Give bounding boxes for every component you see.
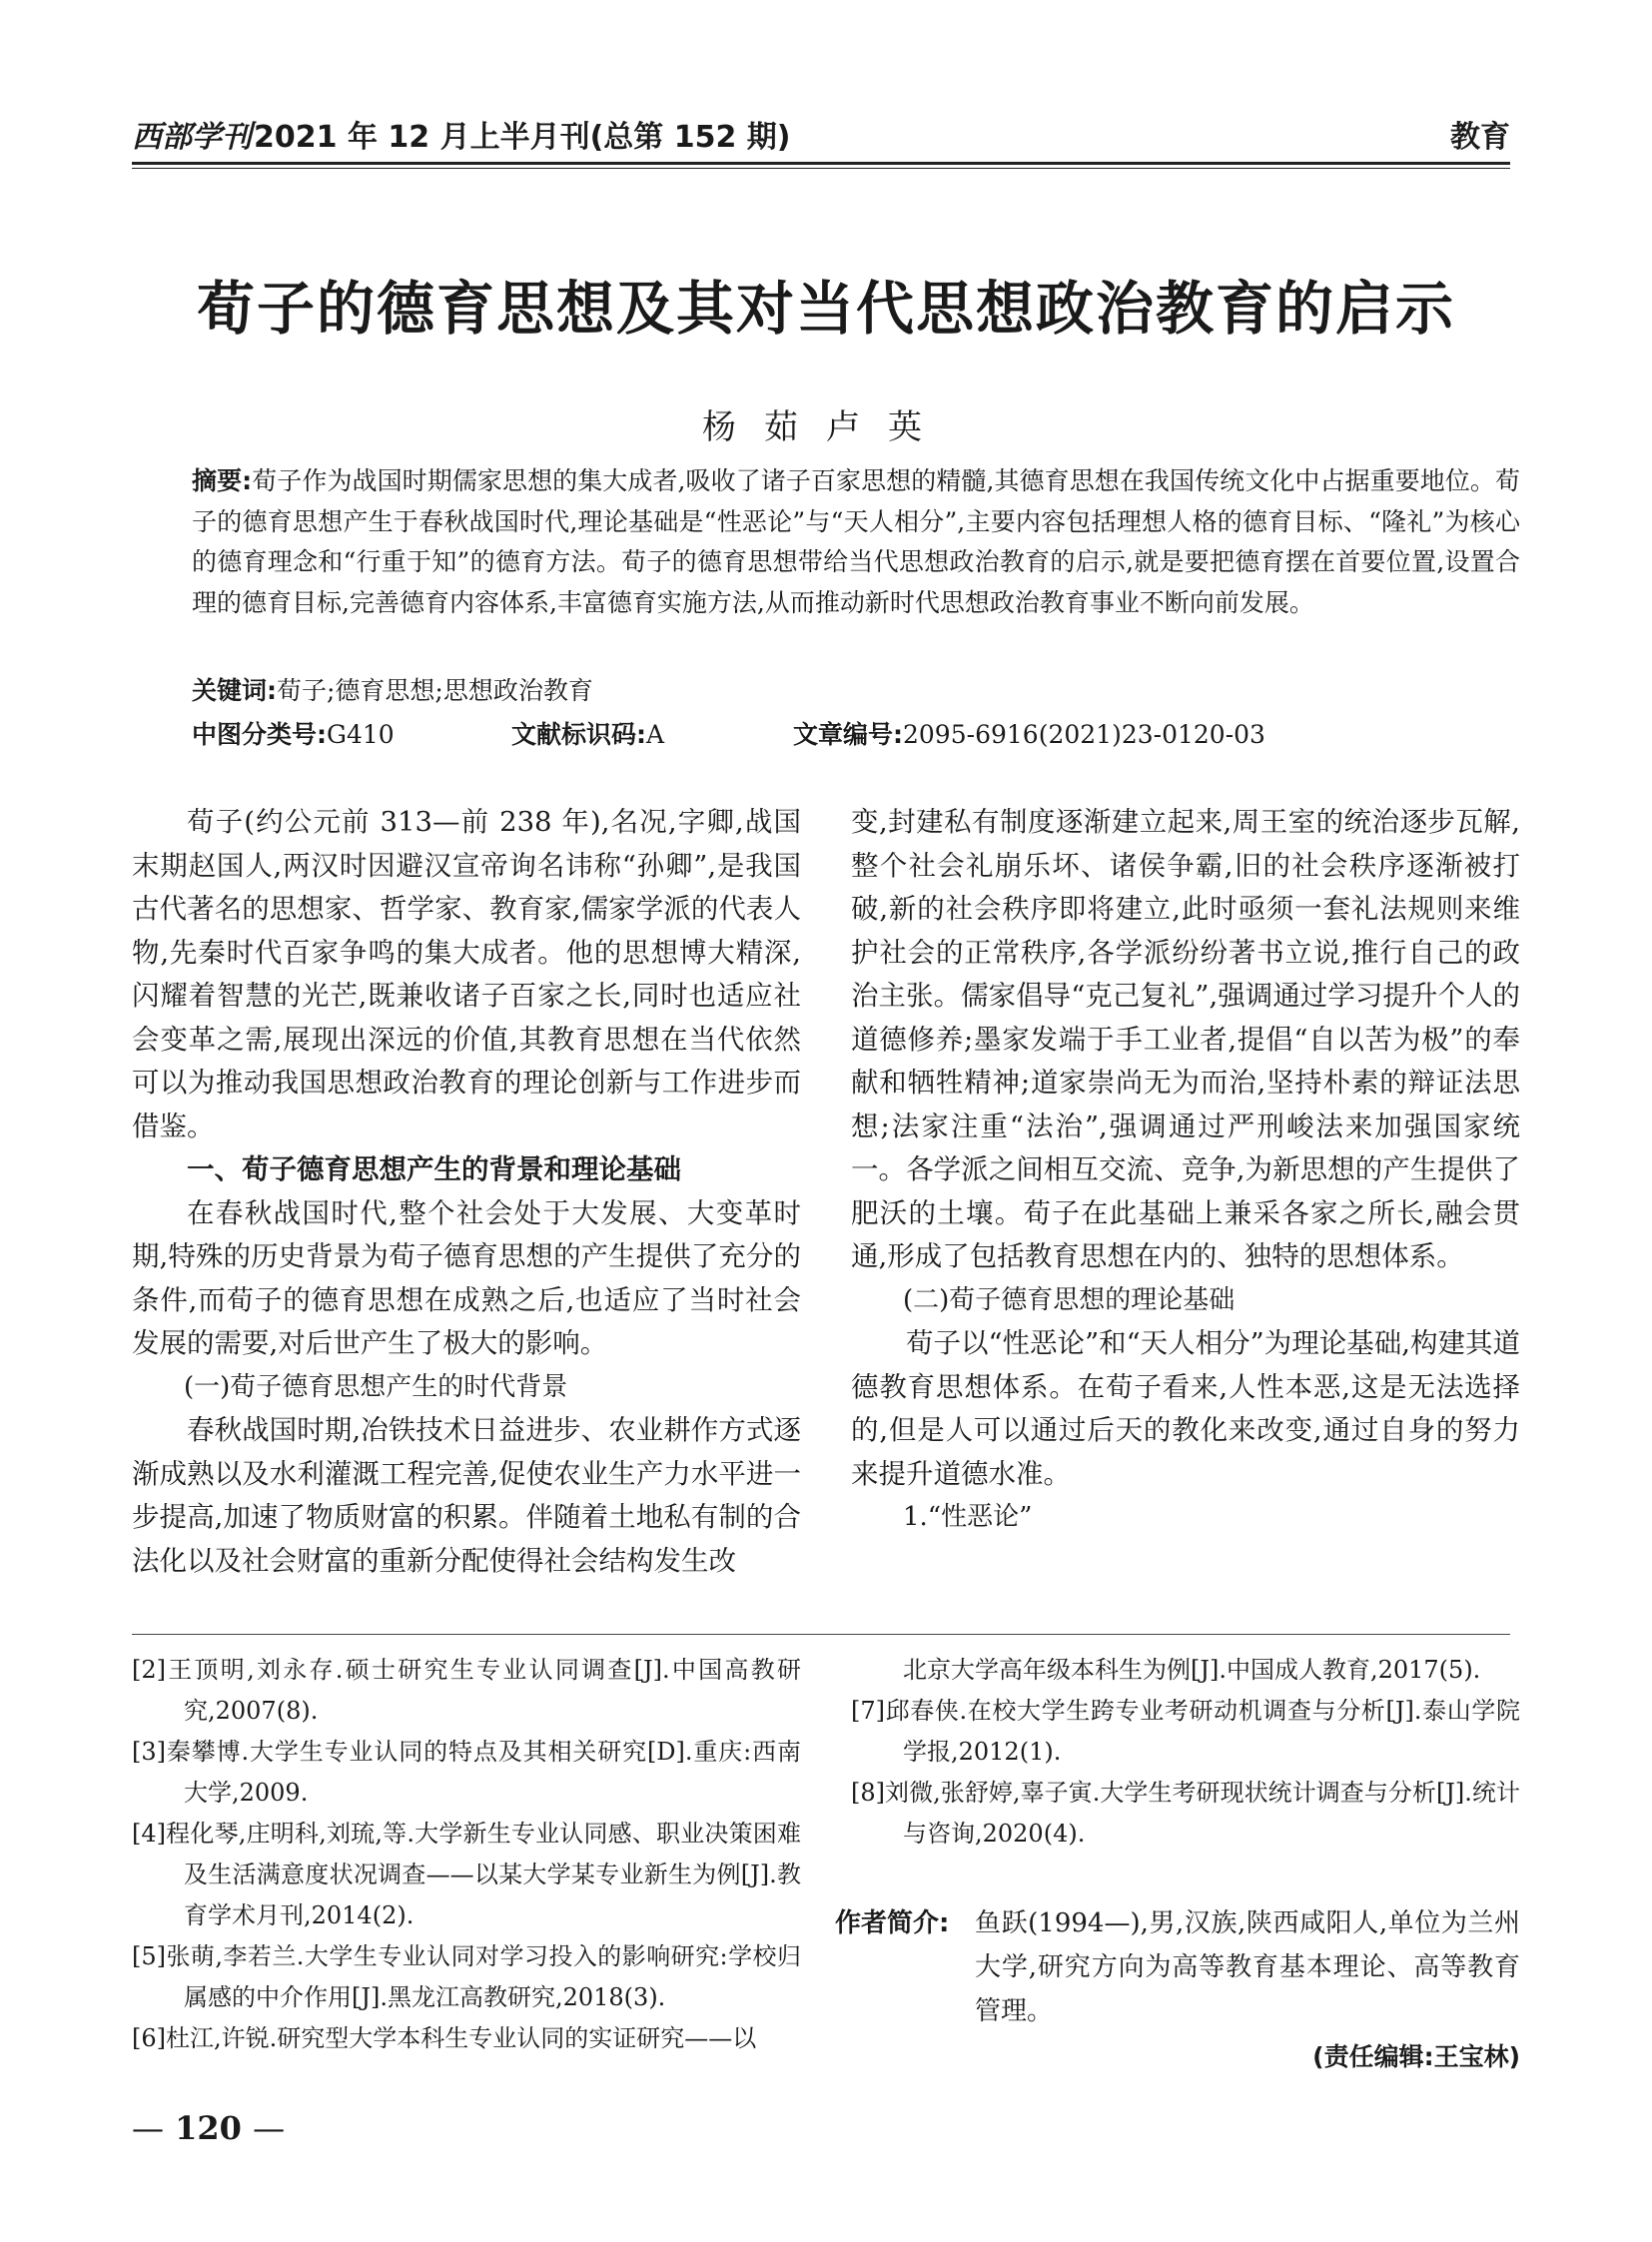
author-bio-label: 作者简介: xyxy=(835,1908,950,1938)
reference-item: [4]程化琴,庄明科,刘琉,等.大学新生专业认同感、职业决策困难及生活满意度状况调查——以某大学某专业新生为例[J].教育学术月刊,2014(2). xyxy=(132,1820,801,1929)
body-paragraph: 荀子以“性恶论”和“天人相分”为理论基础,构建其道德教育思想体系。在荀子看来,人性本恶,这是无法选择的,但是人可以通过后天的教化来改变,通过自身的努力来提升道德水准。 xyxy=(851,1327,1520,1490)
header-rule-thin xyxy=(132,168,1510,169)
document-code xyxy=(511,719,664,751)
responsible-editor: (责任编辑:王宝林) xyxy=(1312,2042,1520,2071)
article-number xyxy=(793,719,1265,751)
clc-label: 中图分类号: xyxy=(192,720,327,749)
subsubsection-heading: 1.“性恶论” xyxy=(903,1502,1033,1532)
body-paragraph: 春秋战国时期,冶铁技术日益进步、农业耕作方式逐渐成熟以及水利灌溉工程完善,促使农业生产力水平进一步提高,加速了物质财富的积累。伴随着土地私有制的合法化以及社会财富的重新分配使得社会结构发生改 xyxy=(132,1414,801,1577)
body-paragraph: 荀子(约公元前 313—前 238 年),名况,字卿,战国末期赵国人,两汉时因避汉宣帝询名讳称“孙卿”,是我国古代著名的思想家、哲学家、教育家,儒家学派的代表人物,先秦时代百家争鸣的集大成者。他的思想博大精深,闪耀着智慧的光芒,既兼收诸子百家之长,同时也适应社会变革之需,展现出深远的价值,其教育思想在当代依然可以为推动我国思想政治教育的理论创新与工作进步而借鉴。 xyxy=(132,806,801,1142)
reference-item: [7]邱春侠.在校大学生跨专业考研动机调查与分析[J].泰山学院学报,2012(1). xyxy=(851,1697,1520,1766)
reference-item: [6]杜江,许锐.研究型大学本科生专业认同的实证研究——以 xyxy=(132,2024,757,2052)
subsection-heading: (一)荀子德育思想产生的时代背景 xyxy=(184,1371,568,1402)
body-paragraph: 在春秋战国时代,整个社会处于大发展、大变革时期,特殊的历史背景为荀子德育思想的产生提供了充分的条件,而荀子的德育思想在成熟之后,也适应了当时社会发展的需要,对后世产生了极大的影响。 xyxy=(132,1196,801,1359)
section-heading: 一、荀子德育思想产生的背景和理论基础 xyxy=(187,1153,681,1185)
reference-item: [3]秦攀博.大学生专业认同的特点及其相关研究[D].重庆:西南大学,2009. xyxy=(132,1738,801,1807)
issue-info: 2021 年 12 月上半月刊(总第 152 期) xyxy=(254,120,791,155)
page-number: 120 xyxy=(175,2109,242,2147)
article-title: 荀子的德育思想及其对当代思想政治教育的启示 xyxy=(196,275,1455,343)
dash-left-icon: — xyxy=(132,2109,164,2147)
doc-label: 文献标识码: xyxy=(511,720,646,749)
references-right xyxy=(851,1650,1520,1855)
body-column-right xyxy=(851,801,1520,1540)
body-paragraph: 变,封建私有制度逐渐建立起来,周王室的统治逐步瓦解,整个社会礼崩乐坏、诸侯争霸,旧的社会秩序逐渐被打破,新的社会秩序即将建立,此时亟须一套礼法规则来维护社会的正常秩序,各学派纷纷著书立说,推行自己的政治主张。儒家倡导“克己复礼”,强调通过学习提升个人的道德修养;墨家发端于手工业者,提倡“自以苦为极”的奉献和牺牲精神;道家崇尚无为而治,坚持朴素的辩证法思想;法家注重“法治”,强调通过严刑峻法来加强国家统一。各学派之间相互交流、竞争,为新思想的产生提供了肥沃的土壤。荀子在此基础上兼采各家之所长,融会贯通,形成了包括教育思想在内的、独特的思想体系。 xyxy=(851,806,1520,1272)
doc-value: A xyxy=(646,720,665,749)
abstract xyxy=(192,461,1520,623)
clc-value: G410 xyxy=(327,720,395,749)
references-rule xyxy=(132,1634,1510,1635)
page-number-footer xyxy=(132,2109,285,2147)
reference-continuation: 北京大学高年级本科生为例[J].中国成人教育,2017(5). xyxy=(903,1656,1481,1684)
article-authors: 杨茹卢英 xyxy=(702,407,950,447)
reference-item: [8]刘微,张舒婷,辜子寅.大学生考研现状统计调查与分析[J].统计与咨询,2020(4). xyxy=(851,1779,1520,1848)
author-bio-text: 鱼跃(1994—),男,汉族,陕西咸阳人,单位为兰州大学,研究方向为高等教育基本理论、高等教育管理。 xyxy=(975,1908,1520,2026)
clc-code xyxy=(192,719,395,751)
abstract-label: 摘要: xyxy=(192,466,253,495)
article-value: 2095-6916(2021)23-0120-03 xyxy=(903,720,1265,749)
article-label: 文章编号: xyxy=(793,720,903,749)
reference-item: [2]王顶明,刘永存.硕士研究生专业认同调查[J].中国高教研究,2007(8). xyxy=(132,1656,801,1725)
keywords-label: 关键词: xyxy=(192,676,277,705)
header-rule-thick xyxy=(132,162,1510,165)
subsection-heading: (二)荀子德育思想的理论基础 xyxy=(903,1284,1236,1315)
keywords xyxy=(192,675,593,707)
dash-right-icon: — xyxy=(253,2109,286,2147)
reference-item: [5]张萌,李若兰.大学生专业认同对学习投入的影响研究:学校归属感的中介作用[J].黑龙江高教研究,2018(3). xyxy=(132,1942,801,2011)
references-left xyxy=(132,1650,801,2059)
body-column-left xyxy=(132,801,801,1583)
journal-name: 西部学刊 xyxy=(132,120,252,155)
abstract-text: 荀子作为战国时期儒家思想的集大成者,吸收了诸子百家思想的精髓,其德育思想在我国传统文化中占据重要地位。荀子的德育思想产生于春秋战国时代,理论基础是“性恶论”与“天人相分”,主要内容包括理想人格的德育目标、“隆礼”为核心的德育理念和“行重于知”的德育方法。荀子的德育思想带给当代思想政治教育的启示,就是要把德育摆在首要位置,设置合理的德育目标,完善德育内容体系,丰富德育实施方法,从而推动新时代思想政治教育事业不断向前发展。 xyxy=(192,466,1520,617)
running-header xyxy=(132,112,791,156)
keywords-text: 荀子;德育思想;思想政治教育 xyxy=(277,676,593,705)
section-label: 教育 xyxy=(1450,120,1510,155)
